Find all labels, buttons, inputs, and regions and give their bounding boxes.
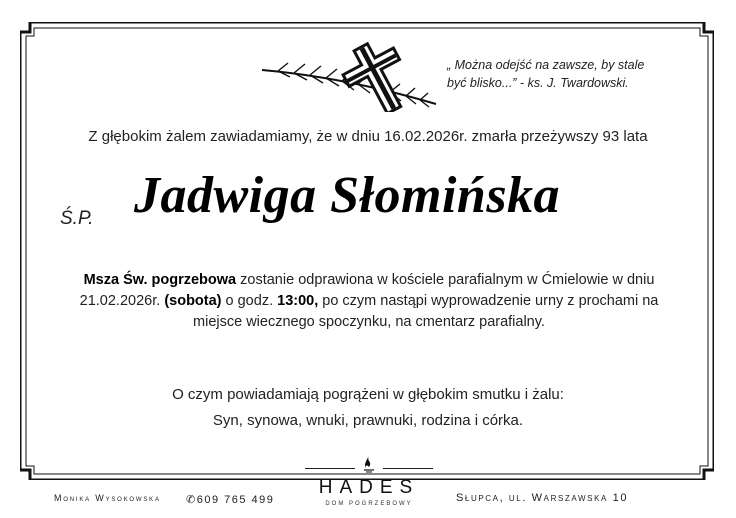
mass-time: 13:00,	[277, 293, 319, 309]
mass-day: (sobota)	[164, 293, 222, 309]
logo-line-right	[383, 468, 433, 469]
quote-line-2: być blisko...” - ks. J. Twardowski.	[447, 76, 629, 90]
announcement: Z głębokim żalem zawiadamiamy, że w dniu 16.02.2026r. zmarła przeżywszy 93 lata	[88, 128, 648, 145]
contact-name: Monika Wysokowska	[54, 493, 161, 503]
hades-logo	[305, 455, 433, 513]
address: Słupca, ul. Warszawska 10	[456, 492, 629, 504]
mass-text-1: zostanie odprawiona w kościele parafialnym w Ćmielowie w dniu 21.02.2026r.	[79, 272, 655, 309]
mass-label: Msza Św. pogrzebowa	[83, 272, 237, 288]
contact-phone: ✆609 765 499	[186, 494, 275, 506]
brand-subtitle: DOM POGRZEBOWY	[325, 501, 413, 507]
notification	[0, 382, 736, 434]
name-prefix: Ś.P.	[60, 208, 94, 229]
deceased-name: Jadwiga Słomińska	[134, 167, 561, 224]
mass-text-3: po czym nastąpi wyprowadzenie urny z prochami na miejsce wiecznego spoczynku, na cmentarz parafialny.	[193, 293, 659, 330]
flame-icon	[362, 455, 376, 473]
cross-with-palm-icon	[258, 40, 442, 112]
notify-line-1: O czym powiadamiają pogrążeni w głębokim smutku i żalu:	[172, 386, 564, 403]
brand-name: HADES	[318, 477, 420, 498]
quote	[447, 56, 687, 92]
quote-line-1: „ Można odejść na zawsze, by stale	[447, 58, 645, 72]
logo-line-left	[305, 468, 355, 469]
notify-line-2: Syn, synowa, wnuki, prawnuki, rodzina i córka.	[212, 412, 524, 429]
mass-info	[66, 270, 672, 333]
mass-text-2: o godz.	[221, 293, 278, 309]
